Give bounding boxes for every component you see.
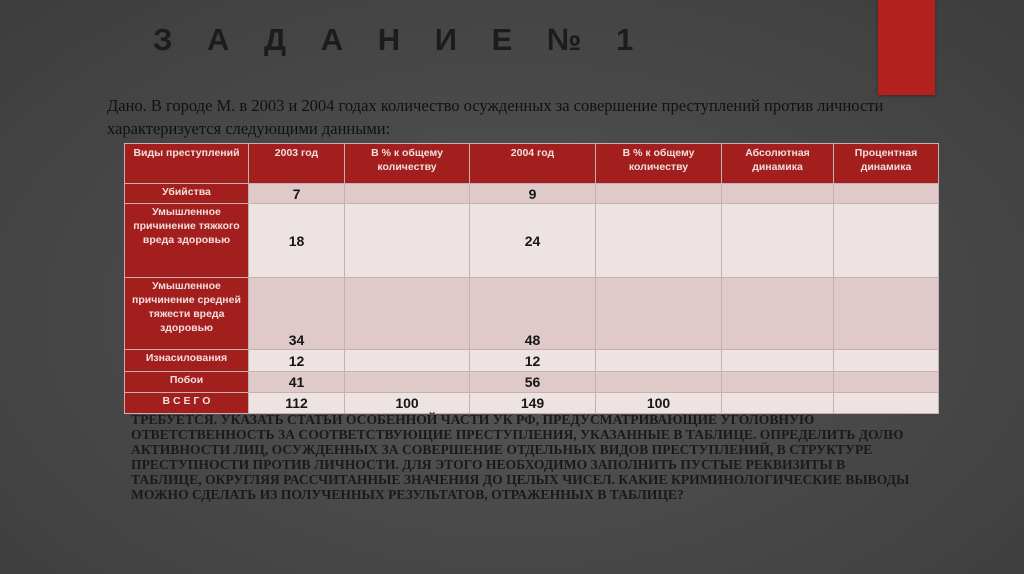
row-label: Умышленное причинение средней тяжести вреда здоровью — [125, 278, 249, 350]
cell-2003: 34 — [249, 278, 345, 350]
row-label: Убийства — [125, 184, 249, 204]
cell-abs — [722, 278, 834, 350]
cell-pct-2004 — [596, 350, 722, 372]
cell-2004: 24 — [470, 204, 596, 278]
cell-2004: 48 — [470, 278, 596, 350]
cell-2003: 18 — [249, 204, 345, 278]
header-pct-2003: В % к общему количеству — [345, 144, 470, 184]
header-2004: 2004 год — [470, 144, 596, 184]
accent-tab — [878, 0, 935, 95]
cell-pct — [834, 278, 939, 350]
task-text: ТРЕБУЕТСЯ. УКАЗАТЬ СТАТЬИ ОСОБЕННОЙ ЧАСТИ УК РФ, ПРЕДУСМАТРИВАЮЩИЕ УГОЛОВНУЮ ОТВЕТСТВЕННОСТЬ ЗА СООТВЕТСТВУЮЩИЕ ПРЕСТУПЛЕНИЯ, УКАЗАННЫЕ В ТАБЛИЦЕ. ОПРЕДЕЛИТЬ ДОЛЮ АКТИВНОСТИ ЛИЦ, ОСУЖДЕННЫХ ЗА СОВЕРШЕНИЕ ОТДЕЛЬНЫХ ВИДОВ ПРЕСТУПЛЕНИЙ, В СТРУКТУРЕ ПРЕСТУПНОСТИ ПРОТИВ ЛИЧНОСТИ. ДЛЯ ЭТОГО НЕОБХОДИМО ЗАПОЛНИТЬ ПУСТЫЕ РЕКВИЗИТЫ В ТАБЛИЦЕ, ОКРУГЛЯЯ РАССЧИТАННЫЕ ЗНАЧЕНИЯ ДО ЦЕЛЫХ ЧИСЕЛ. КАКИЕ КРИМИНОЛОГИЧЕСКИЕ ВЫВОДЫ МОЖНО СДЕЛАТЬ ИЗ ПОЛУЧЕННЫХ РЕЗУЛЬТАТОВ, ОТРАЖЕННЫХ В ТАБЛИЦЕ? — [131, 412, 910, 502]
row-label: Умышленное причинение тяжкого вреда здоровью — [125, 204, 249, 278]
table-row — [125, 350, 939, 372]
cell-2004: 12 — [470, 350, 596, 372]
cell-pct-2003 — [345, 204, 470, 278]
row-label: В С Е Г О — [125, 393, 249, 414]
cell-pct-2003: 100 — [345, 393, 470, 414]
cell-2003: 7 — [249, 184, 345, 204]
cell-pct — [834, 184, 939, 204]
table-row — [125, 204, 939, 278]
table-row — [125, 184, 939, 204]
cell-2004: 56 — [470, 372, 596, 393]
cell-2004: 9 — [470, 184, 596, 204]
cell-2003: 12 — [249, 350, 345, 372]
cell-pct-2004 — [596, 184, 722, 204]
crime-table — [124, 143, 939, 414]
cell-abs — [722, 184, 834, 204]
cell-abs — [722, 350, 834, 372]
table-row — [125, 278, 939, 350]
cell-pct-2004 — [596, 372, 722, 393]
cell-pct-2003 — [345, 350, 470, 372]
table-row — [125, 372, 939, 393]
cell-abs — [722, 204, 834, 278]
cell-2004: 149 — [470, 393, 596, 414]
cell-pct — [834, 393, 939, 414]
cell-2003: 41 — [249, 372, 345, 393]
cell-pct — [834, 350, 939, 372]
header-crime-type: Виды преступлений — [125, 144, 249, 184]
cell-pct-2004 — [596, 278, 722, 350]
cell-pct-2004 — [596, 204, 722, 278]
intro-text: Дано. В городе М. в 2003 и 2004 годах количество осужденных за совершение преступлений против личности характеризуется следующими данными: — [107, 96, 884, 138]
row-label: Побои — [125, 372, 249, 393]
header-pct-2004: В % к общему количеству — [596, 144, 722, 184]
cell-2003: 112 — [249, 393, 345, 414]
slide-title: З А Д А Н И Е № 1 — [153, 22, 647, 57]
cell-pct — [834, 204, 939, 278]
table-row-total — [125, 393, 939, 414]
cell-pct — [834, 372, 939, 393]
row-label: Изнасилования — [125, 350, 249, 372]
header-percent-dynamics: Процентная динамика — [834, 144, 939, 184]
cell-abs — [722, 393, 834, 414]
table-header-row — [125, 144, 939, 184]
cell-pct-2003 — [345, 372, 470, 393]
header-2003: 2003 год — [249, 144, 345, 184]
cell-abs — [722, 372, 834, 393]
cell-pct-2003 — [345, 278, 470, 350]
header-absolute-dynamics: Абсолютная динамика — [722, 144, 834, 184]
cell-pct-2003 — [345, 184, 470, 204]
cell-pct-2004: 100 — [596, 393, 722, 414]
